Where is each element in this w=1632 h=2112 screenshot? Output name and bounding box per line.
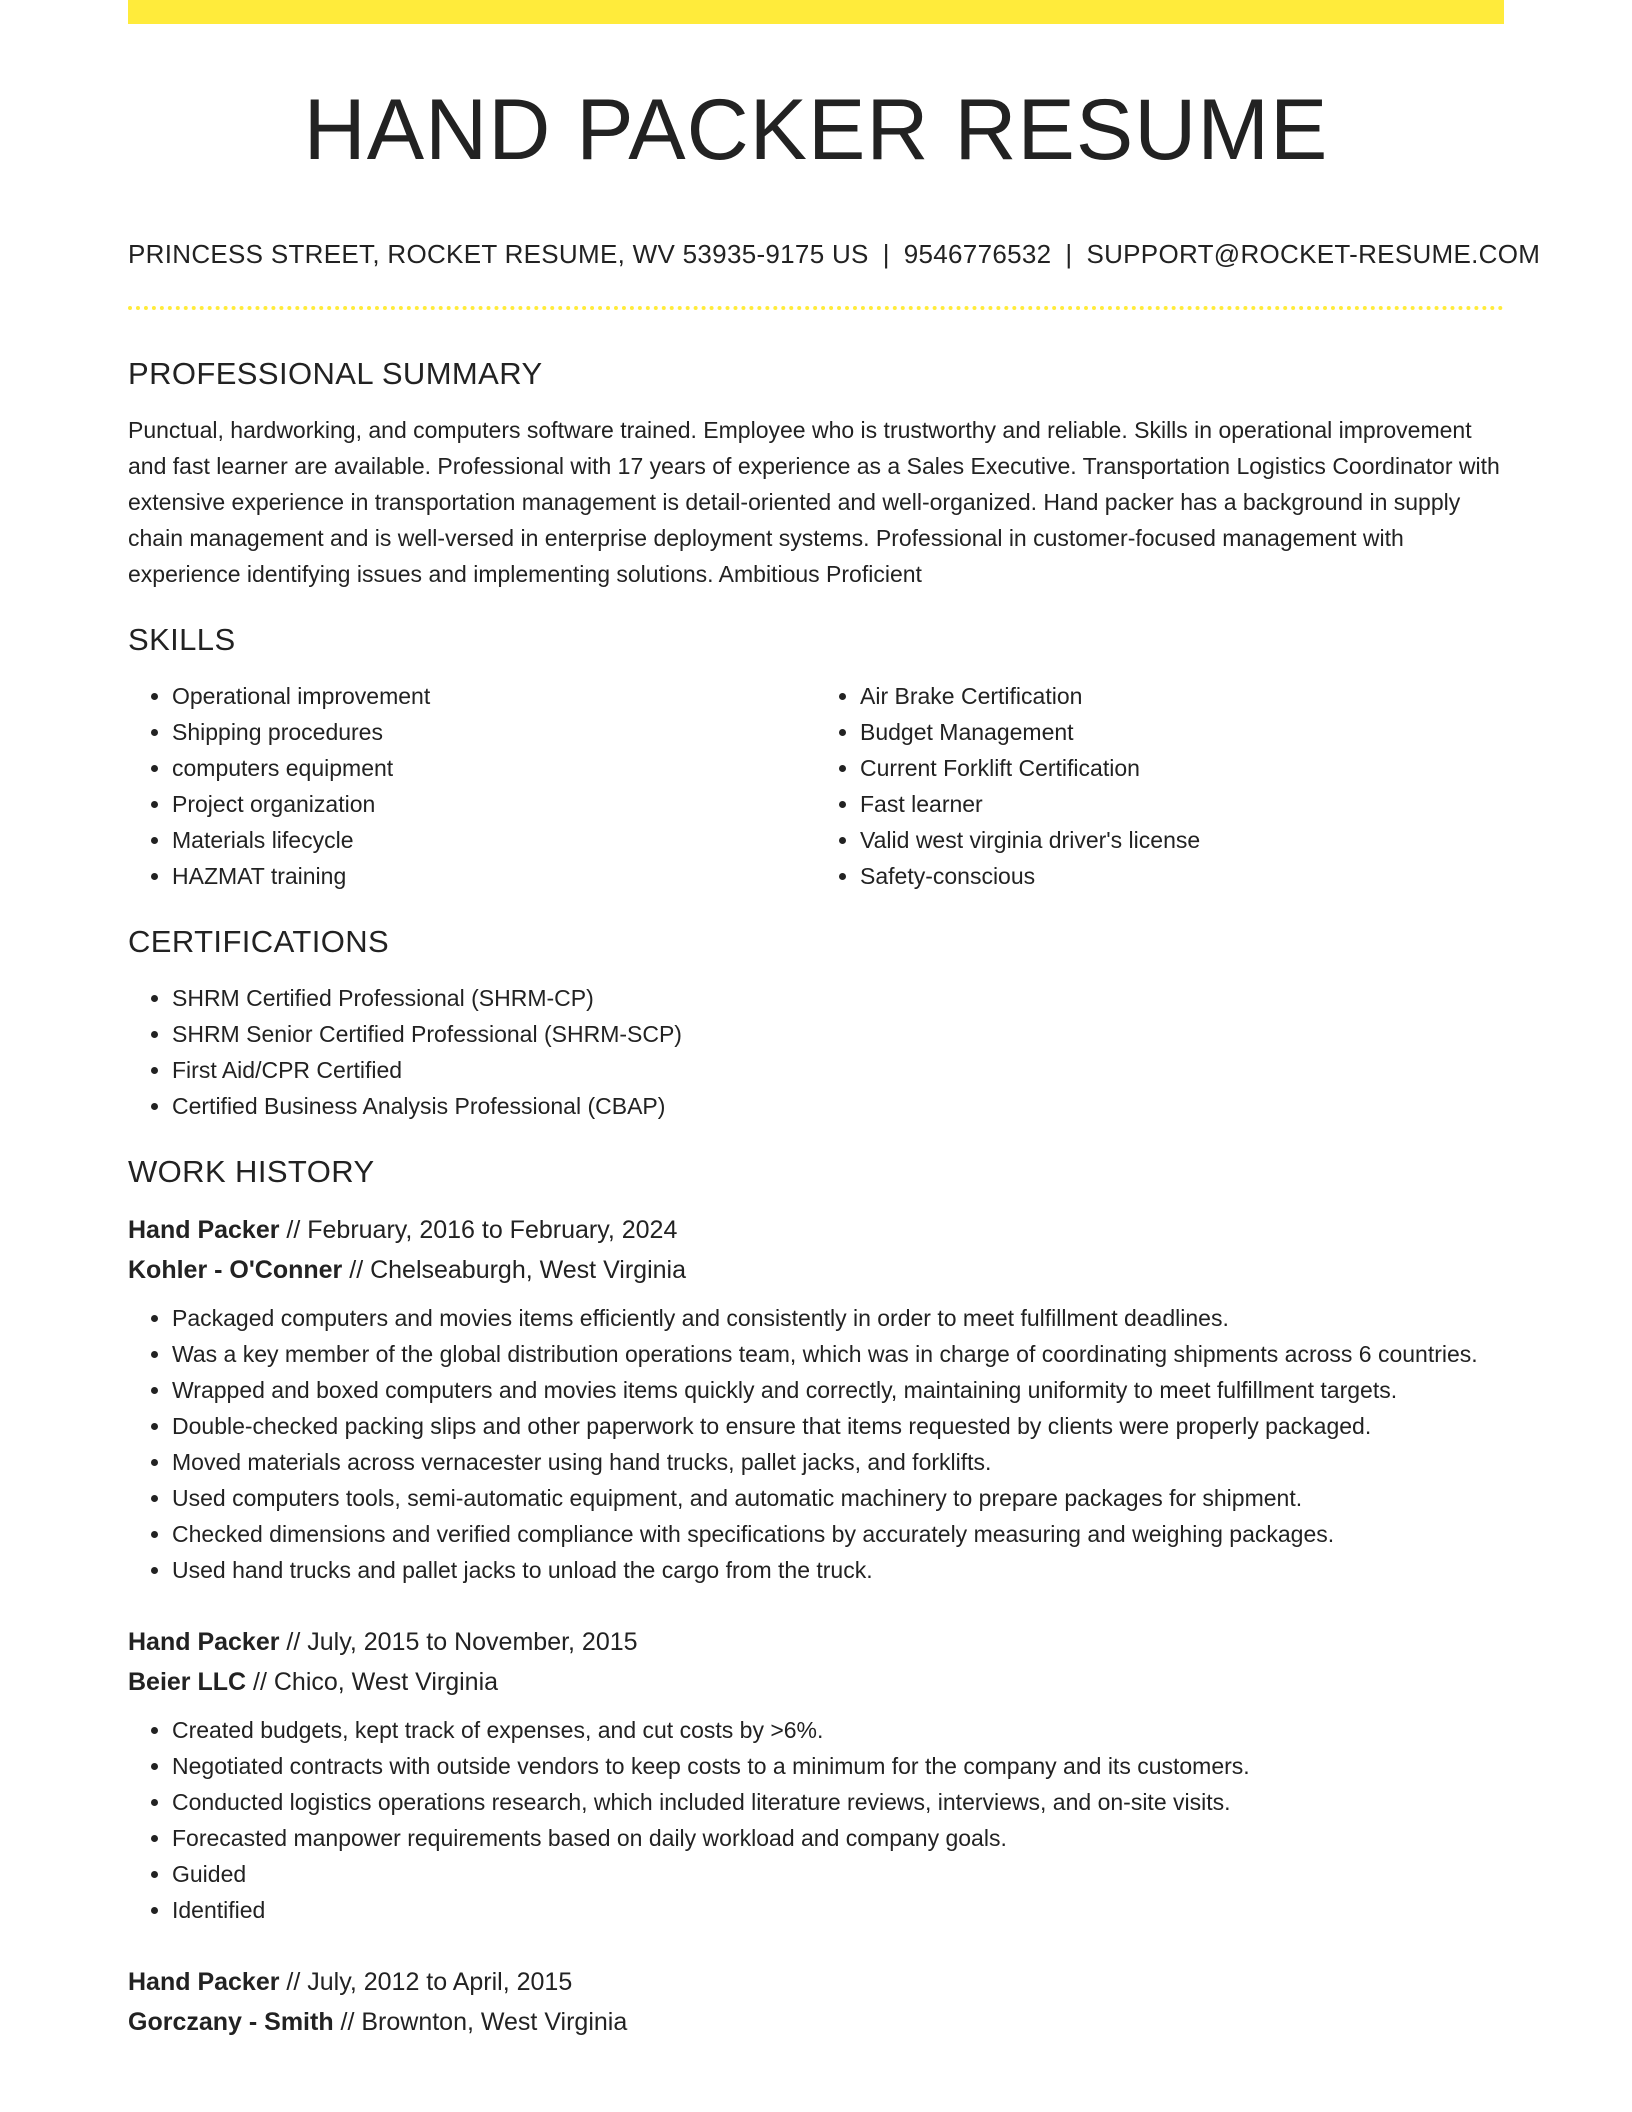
certifications-heading: CERTIFICATIONS: [128, 924, 390, 959]
certification-item: • SHRM Senior Certified Professional (SHRM-SCP): [172, 1016, 1504, 1052]
skills-list-left: [128, 678, 816, 894]
skills-list-right: [816, 678, 1504, 894]
job-bullet: • Was a key member of the global distribution operations team, which was in charge of coordinating shipments across 6 countries.: [172, 1336, 1504, 1372]
job-title: Hand Packer: [128, 1628, 280, 1656]
skill-item: • HAZMAT training: [172, 858, 816, 894]
skills-grid: [128, 678, 1504, 894]
job-title: Hand Packer: [128, 1968, 280, 1996]
skill-item: • Budget Management: [860, 714, 1504, 750]
job-bullet: • Used hand trucks and pallet jacks to unload the cargo from the truck.: [172, 1552, 1504, 1588]
job-bullet: • Identified: [172, 1892, 1504, 1928]
job-title-line: [128, 1210, 1504, 1250]
certifications-section: [128, 920, 1504, 1124]
job-title-line: [128, 1622, 1504, 1662]
skill-item: • Air Brake Certification: [860, 678, 1504, 714]
job-entry: [128, 1210, 1504, 1588]
skill-item: • Valid west virginia driver's license: [860, 822, 1504, 858]
job-bullet: • Moved materials across vernacester using hand trucks, pallet jacks, and forklifts.: [172, 1444, 1504, 1480]
job-location: // Chelseaburgh, West Virginia: [342, 1256, 686, 1284]
skill-item: • Current Forklift Certification: [860, 750, 1504, 786]
contact-separator: |: [882, 239, 890, 269]
work-history-heading: WORK HISTORY: [128, 1154, 375, 1189]
job-bullet: • Used computers tools, semi-automatic equipment, and automatic machinery to prepare packages for shipment.: [172, 1480, 1504, 1516]
job-bullet: • Packaged computers and movies items efficiently and consistently in order to meet fulfillment deadlines.: [172, 1300, 1504, 1336]
certification-item: • First Aid/CPR Certified: [172, 1052, 1504, 1088]
skill-item: • Operational improvement: [172, 678, 816, 714]
job-location: // Chico, West Virginia: [246, 1668, 499, 1696]
resume-content: [128, 352, 1504, 2042]
job-bullets: [128, 1712, 1504, 1928]
job-title: Hand Packer: [128, 1216, 280, 1244]
job-bullets: [128, 1300, 1504, 1588]
job-location: // Brownton, West Virginia: [333, 2008, 628, 2036]
job-title-line: [128, 1962, 1504, 2002]
job-bullet: • Created budgets, kept track of expenses, and cut costs by >6%.: [172, 1712, 1504, 1748]
skill-item: • Shipping procedures: [172, 714, 816, 750]
job-company: Beier LLC: [128, 1668, 247, 1696]
skill-item: • Project organization: [172, 786, 816, 822]
summary-text: Punctual, hardworking, and computers software trained. Employee who is trustworthy and reliable. Skills in operational improvement and fast learner are available. Professional with 17 years of experience as a Sales Executive. Transportation Logistics Coordinator with extensive experience in transportation management is detail-oriented and well-organized. Hand packer has a background in supply chain management and is well-versed in enterprise deployment systems. Professional in customer-focused management with experience identifying issues and implementing solutions. Ambitious Proficient: [128, 417, 1500, 587]
job-dates: // February, 2016 to February, 2024: [279, 1216, 678, 1244]
certification-item: • Certified Business Analysis Professional (CBAP): [172, 1088, 1504, 1124]
job-entry: [128, 1622, 1504, 1928]
certifications-list: [128, 980, 1504, 1124]
summary-heading: PROFESSIONAL SUMMARY: [128, 356, 543, 391]
job-entry: [128, 1962, 1504, 2042]
certification-item: • SHRM Certified Professional (SHRM-CP): [172, 980, 1504, 1016]
work-history-section: [128, 1150, 1504, 2042]
skill-item: • Fast learner: [860, 786, 1504, 822]
page-title: HAND PACKER RESUME: [303, 82, 1329, 178]
job-company: Gorczany - Smith: [128, 2008, 334, 2036]
skills-heading: SKILLS: [128, 622, 236, 657]
contact-address: PRINCESS STREET, ROCKET RESUME, WV 53935-9175 US: [128, 239, 869, 269]
job-bullet: • Double-checked packing slips and other paperwork to ensure that items requested by clients were properly packaged.: [172, 1408, 1504, 1444]
contact-separator: |: [1065, 239, 1073, 269]
job-bullet: • Guided: [172, 1856, 1504, 1892]
job-bullet: • Forecasted manpower requirements based on daily workload and company goals.: [172, 1820, 1504, 1856]
job-dates: // July, 2012 to April, 2015: [279, 1968, 573, 1996]
job-company-line: [128, 2002, 1504, 2042]
skill-item: • Materials lifecycle: [172, 822, 816, 858]
skills-section: [128, 618, 1504, 894]
skill-item: • Safety-conscious: [860, 858, 1504, 894]
contact-phone: 9546776532: [903, 239, 1052, 269]
job-company-line: [128, 1662, 1504, 1702]
summary-section: [128, 352, 1504, 592]
job-company: Kohler - O'Conner: [128, 1256, 343, 1284]
skill-item: • computers equipment: [172, 750, 816, 786]
contact-line: [128, 236, 1541, 272]
job-bullet: • Negotiated contracts with outside vendors to keep costs to a minimum for the company and its customers.: [172, 1748, 1504, 1784]
accent-top-bar: [128, 0, 1504, 24]
job-bullet: • Conducted logistics operations research, which included literature reviews, interviews, and on-site visits.: [172, 1784, 1504, 1820]
job-dates: // July, 2015 to November, 2015: [279, 1628, 638, 1656]
dotted-divider: [128, 306, 1504, 310]
job-bullet: • Wrapped and boxed computers and movies items quickly and correctly, maintaining uniformity to meet fulfillment targets.: [172, 1372, 1504, 1408]
contact-email[interactable]: SUPPORT@ROCKET-RESUME.COM: [1086, 239, 1541, 269]
job-bullet: • Checked dimensions and verified compliance with specifications by accurately measuring and weighing packages.: [172, 1516, 1504, 1552]
job-company-line: [128, 1250, 1504, 1290]
